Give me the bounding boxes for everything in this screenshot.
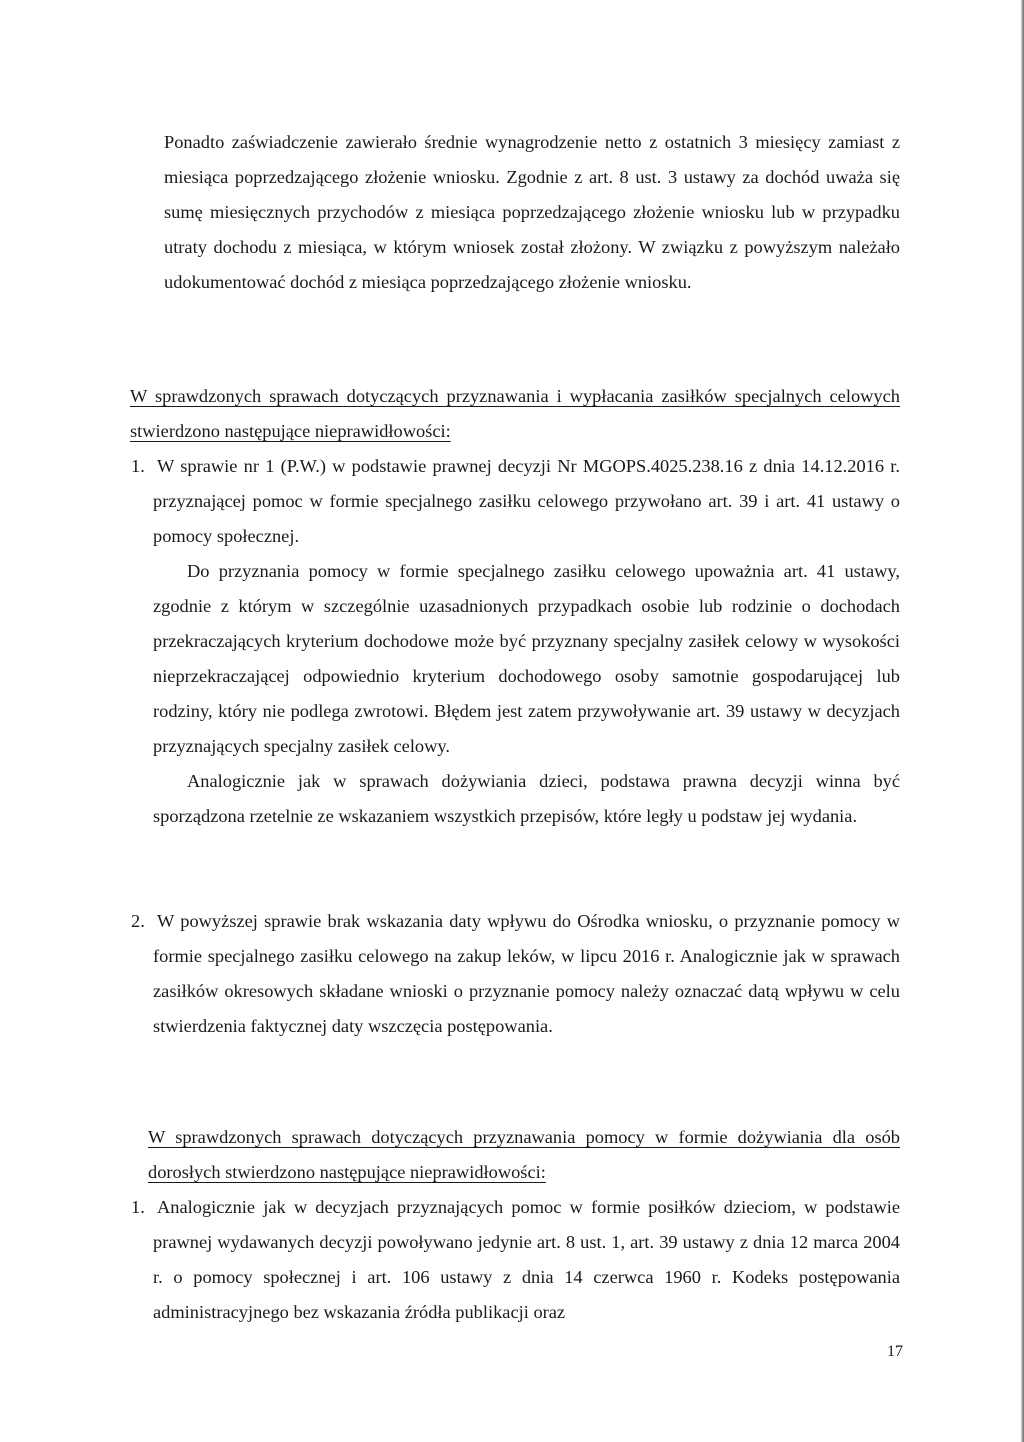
- finding-number: 1.: [131, 1197, 145, 1217]
- section-heading-adult-meals: W sprawdzonych sprawach dotyczących przyznawania pomocy w formie dożywiania dla osób dorosłych stwierdzono następujące nieprawidłowości:: [148, 1127, 900, 1182]
- finding-text: W powyższej sprawie brak wskazania daty wpływu do Ośrodka wniosku, o przyznanie pomocy w formie specjalnego zasiłku celowego na zakup leków, w lipcu 2016 r. Analogicznie jak w sprawach zasiłków okresowych składane wnioski o przyznanie pomocy należy oznaczać datą wpływu w celu stwierdzenia faktycznej daty wszczęcia postępowania.: [153, 911, 900, 1036]
- paragraph-art-41-explanation: Do przyznania pomocy w formie specjalnego zasiłku celowego upoważnia art. 41 ustawy, zgodnie z którym w szczególnie uzasadnionych przypadkach osobie lub rodzinie o dochodach przekraczających kryterium dochodowe może być przyznany specjalny zasiłek celowy w wysokości nieprzekraczającej odpowiednio kryterium dochodowego osoby samotnie gospodarującej lub rodziny, który nie podlega zwrotowi. Błędem jest zatem przywoływanie art. 39 ustawy w decyzjach przyznających specjalny zasiłek celowy.: [153, 561, 900, 756]
- paragraph-income-certificate: Ponadto zaświadczenie zawierało średnie wynagrodzenie netto z ostatnich 3 miesięcy zamiast z miesiąca poprzedzającego złożenie wniosku. Zgodnie z art. 8 ust. 3 ustawy za dochód uważa się sumę miesięcznych przychodów z miesiąca poprzedzającego złożenie wniosku lub w przypadku utraty dochodu z miesiąca, w którym wniosek został złożony. W związku z powyższym należało udokumentować dochód z miesiąca poprzedzającego złożenie wniosku.: [164, 132, 900, 292]
- section-heading-special-allowances: W sprawdzonych sprawach dotyczących przyznawania i wypłacania zasiłków specjalnych celowych stwierdzono następujące nieprawidłowości:: [130, 386, 900, 441]
- page-number: 17: [887, 1343, 903, 1360]
- finding-text: Analogicznie jak w decyzjach przyznających pomoc w formie posiłków dzieciom, w podstawie prawnej wydawanych decyzji powoływano jedynie art. 8 ust. 1, art. 39 ustawy z dnia 12 marca 2004 r. o pomocy społecznej i art. 106 ustawy z dnia 14 czerwca 1960 r. Kodeks postępowania administracyjnego bez wskazania źródła publikacji oraz: [153, 1197, 900, 1322]
- finding-number: 2.: [131, 911, 145, 931]
- finding-text: W sprawie nr 1 (P.W.) w podstawie prawnej decyzji Nr MGOPS.4025.238.16 z dnia 14.12.2016 r. przyznającej pomoc w formie specjalnego zasiłku celowego przywołano art. 39 i art. 41 ustawy o pomocy społecznej.: [153, 456, 900, 546]
- paragraph-legal-basis-recommendation: Analogicznie jak w sprawach dożywiania dzieci, podstawa prawna decyzji winna być sporządzona rzetelnie ze wskazaniem wszystkich przepisów, które legły u podstaw jej wydania.: [153, 771, 900, 826]
- finding-number: 1.: [131, 456, 145, 476]
